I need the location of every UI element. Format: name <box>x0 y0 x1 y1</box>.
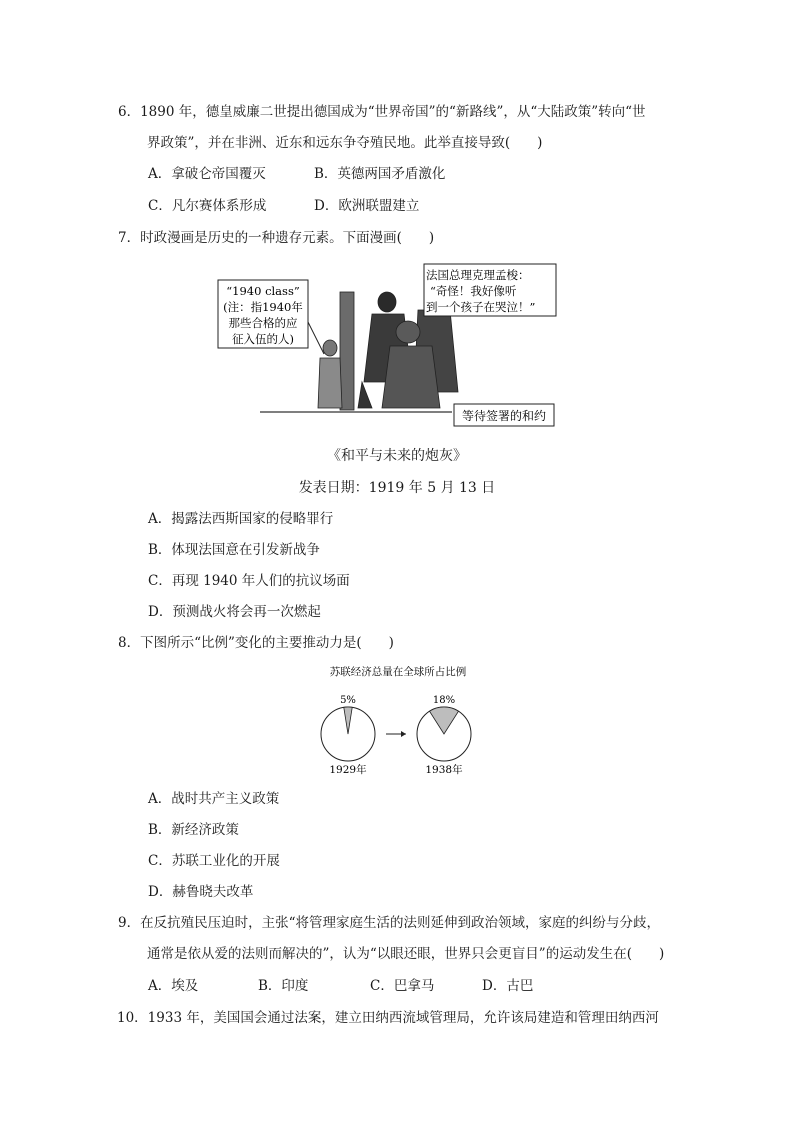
q8-option-b: B．新经济政策 <box>148 822 239 838</box>
cartoon-date: 发表日期：1919 年 5 月 13 日 <box>298 480 496 496</box>
cartoon-caption: 《和平与未来的炮灰》 <box>327 448 467 464</box>
q9-option-d: D．古巴 <box>482 978 534 994</box>
q6-option-d: D．欧洲联盟建立 <box>314 198 420 214</box>
cartoon-bottom-label: 等待签署的和约 <box>461 409 547 423</box>
q7-option-c: C．再现 1940 年人们的抗议场面 <box>148 573 350 589</box>
q8-option-a: A．战时共产主义政策 <box>148 791 280 807</box>
chart-title: 苏联经济总量在全球所占比例 <box>329 666 467 678</box>
q8-option-c: C．苏联工业化的开展 <box>148 853 280 869</box>
q6-stem-line1: 6．1890 年，德皇威廉二世提出德国成为“世界帝国”的“新路线”，从“大陆政策”转向“世 <box>118 104 646 120</box>
q7-option-d: D．预测战火将会再一次燃起 <box>148 604 321 620</box>
q7-stem: 7．时政漫画是历史的一种遗存元素。下面漫画( ) <box>118 230 435 246</box>
q9-option-c: C．巴拿马 <box>370 978 435 994</box>
q9-stem-line1: 9．在反抗殖民压迫时，主张“将管理家庭生活的法则延伸到政治领域，家庭的纠纷与分歧， <box>118 915 660 931</box>
q9-option-b: B．印度 <box>258 978 309 994</box>
q6-option-a: A．拿破仑帝国覆灭 <box>148 166 266 182</box>
cartoon-right-text-1: 法国总理克理孟梭： <box>426 268 530 282</box>
pie-value-label-0: 5% <box>340 695 356 706</box>
q6-option-b: B．英德两国矛盾激化 <box>314 166 446 182</box>
q8-stem: 8．下图所示“比例”变化的主要推动力是( ) <box>118 635 394 651</box>
q10-stem-line1: 10．1933 年，美国国会通过法案，建立田纳西流域管理局，允许该局建造和管理田纳西河 <box>117 1010 659 1026</box>
q9-stem-line2: 通常是依从爱的法则而解决的”，认为“以眼还眼，世界只会更盲目”的运动发生在( ) <box>147 946 665 962</box>
q8-option-d: D．赫鲁晓夫改革 <box>148 884 254 900</box>
cartoon-right-text-3: 到一个孩子在哭泣！” <box>426 300 536 314</box>
q7-option-b: B．体现法国意在引发新战争 <box>148 542 320 558</box>
q6-option-c: C．凡尔赛体系形成 <box>148 198 267 214</box>
cartoon-left-text-4: 征入伍的人) <box>232 332 294 346</box>
pie-year-label-1: 1938年 <box>425 764 463 776</box>
cartoon-left-text-1: “1940 class” <box>226 284 300 298</box>
q7-option-a: A．揭露法西斯国家的侵略罪行 <box>148 511 334 527</box>
pie-value-label-1: 18% <box>432 695 456 706</box>
pie-year-label-0: 1929年 <box>329 764 367 776</box>
q6-stem-line2: 界政策”，并在非洲、近东和远东争夺殖民地。此举直接导致( ) <box>147 135 543 151</box>
political-cartoon <box>212 262 558 428</box>
q9-option-a: A．埃及 <box>148 978 199 994</box>
cartoon-left-text-2: (注：指1940年 <box>223 300 303 314</box>
cartoon-right-text-2: “奇怪！我好像听 <box>430 284 517 298</box>
cartoon-left-text-3: 那些合格的应 <box>228 316 298 330</box>
pie-chart-figure <box>318 664 478 776</box>
